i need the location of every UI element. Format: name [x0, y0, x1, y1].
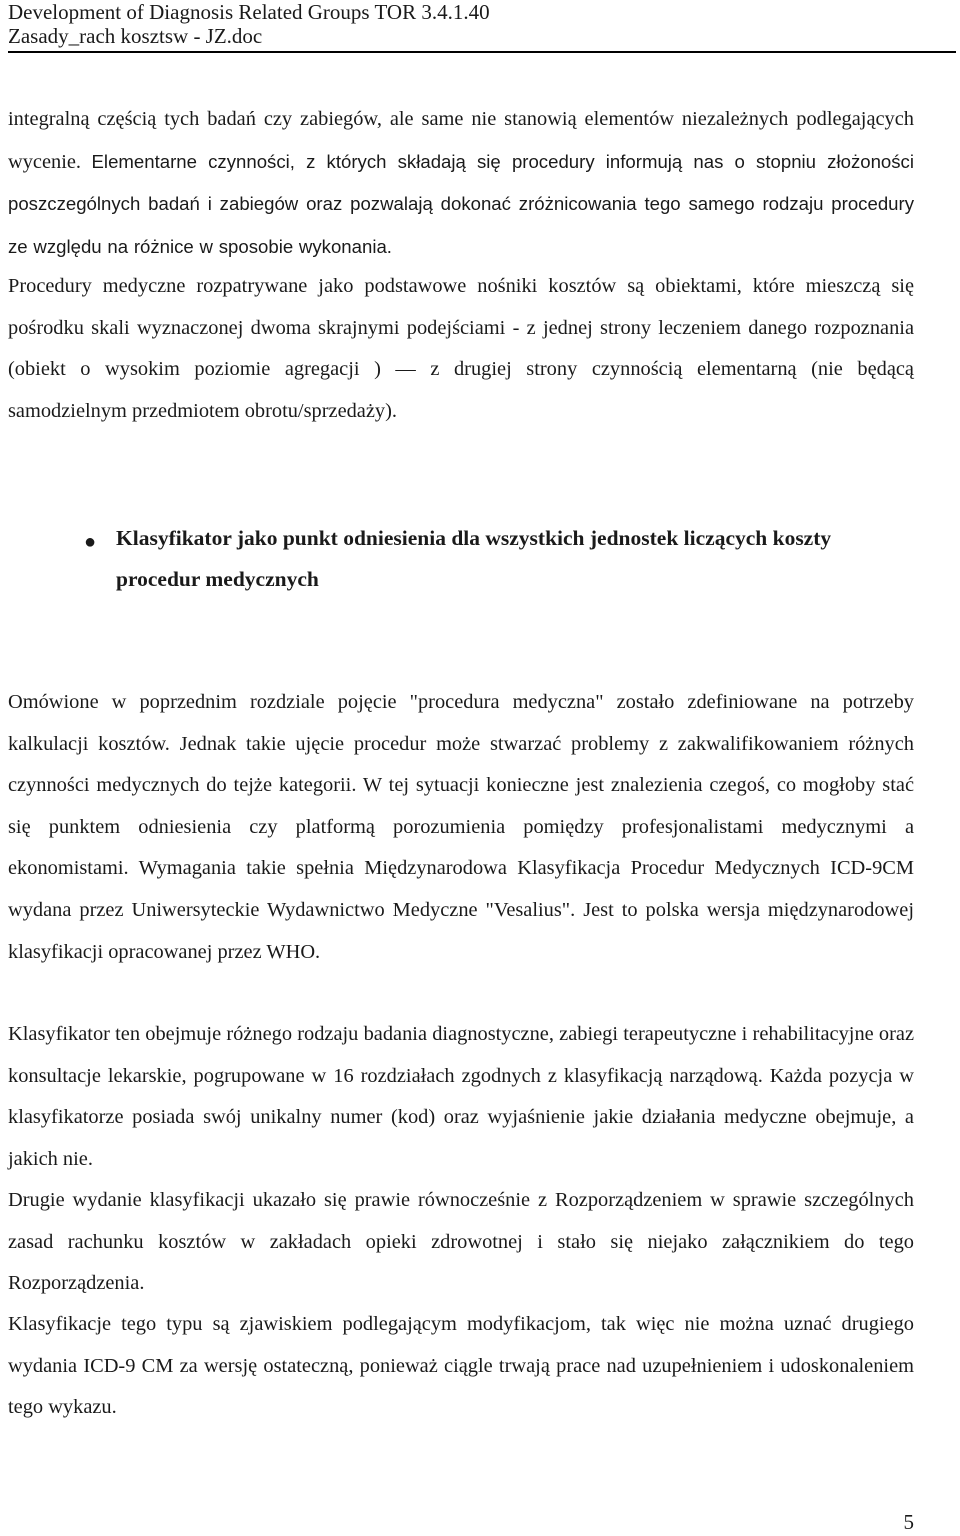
document-header [8, 0, 956, 53]
paragraph-5: Drugie wydanie klasyfikacji ukazało się prawie równocześnie z Rozporządzeniem w sprawie szczególnych zasad rachunku kosztów w zakładach opieki zdrowotnej i stało się niejako załącznikiem do tego Rozporządzenia. [8, 1189, 914, 1295]
paragraph-4: Klasyfikator ten obejmuje różnego rodzaju badania diagnostyczne, zabiegi terapeutyczne i rehabilitacyjne oraz konsultacje lekarskie, pogrupowane w 16 rozdziałach zgodnych z klasyfikacją narządową. Każda pozycja w klasyfikatorze posiada swój unikalny numer (kod) oraz wyjaśnienie jakie działania medyczne obejmuje, a jakich nie. [8, 1023, 914, 1170]
page-number: 5 [903, 1510, 914, 1534]
paragraph-1 [8, 99, 914, 268]
bullet-dot-icon: ● [84, 531, 97, 553]
paragraph-1-sans: Elementarne czynności, z których składają się procedury informują nas o stopniu złożoności poszczególnych badań i zabiegów oraz pozwalają dokonać zróżnicowania tego samego rodzaju procedury ze względu na różnice w sposobie wykonania. [8, 150, 914, 257]
header-title: Development of Diagnosis Related Groups TOR 3.4.1.40 [8, 0, 490, 24]
paragraph-1-serif: integralną częścią tych badań czy zabiegów, ale same nie stanowią elementów niezależnych podlegających wycenie. [8, 108, 914, 173]
paragraph-3: Omówione w poprzednim rozdziale pojęcie "procedura medyczna" zostało zdefiniowane na potrzeby kalkulacji kosztów. Jednak takie ujęcie procedur może stwarzać problemy z zakwalifikowaniem różnych czynności medycznych do tejże kategorii. W tej sytuacji konieczne jest znalezienia czegoś, co mogłoby stać się punktem odniesienia czy platformą porozumienia pomiędzy profesjonalistami medycznymi a ekonomistami. Wymagania takie spełnia Międzynarodowa Klasyfikacja Procedur Medycznych ICD-9CM wydana przez Uniwersyteckie Wydawnictwo Medyczne "Vesalius". Jest to polska wersja międzynarodowej klasyfikacji opracowanej przez WHO. [8, 691, 914, 963]
paragraph-2: Procedury medyczne rozpatrywane jako podstawowe nośniki kosztów są obiektami, które mieszczą się pośrodku skali wyznaczonej dwoma skrajnymi podejściami - z jednej strony leczeniem danego rozpoznania (obiekt o wysokim poziomie agregacji ) — z drugiej strony czynnością elementarną (nie będącą samodzielnym przedmiotem obrotu/sprzedaży). [8, 275, 914, 422]
section-heading: Klasyfikator jako punkt odniesienia dla wszystkich jednostek liczących koszty procedur medycznych [116, 526, 832, 591]
paragraph-6: Klasyfikacje tego typu są zjawiskiem podlegającym modyfikacjom, tak więc nie można uznać drugiego wydania ICD-9 CM za wersję ostateczną, ponieważ ciągle trwają prace nad uzupełnieniem i udoskonaleniem tego wykazu. [8, 1313, 914, 1419]
header-filename: Zasady_rach kosztsw - JZ.doc [8, 24, 263, 48]
